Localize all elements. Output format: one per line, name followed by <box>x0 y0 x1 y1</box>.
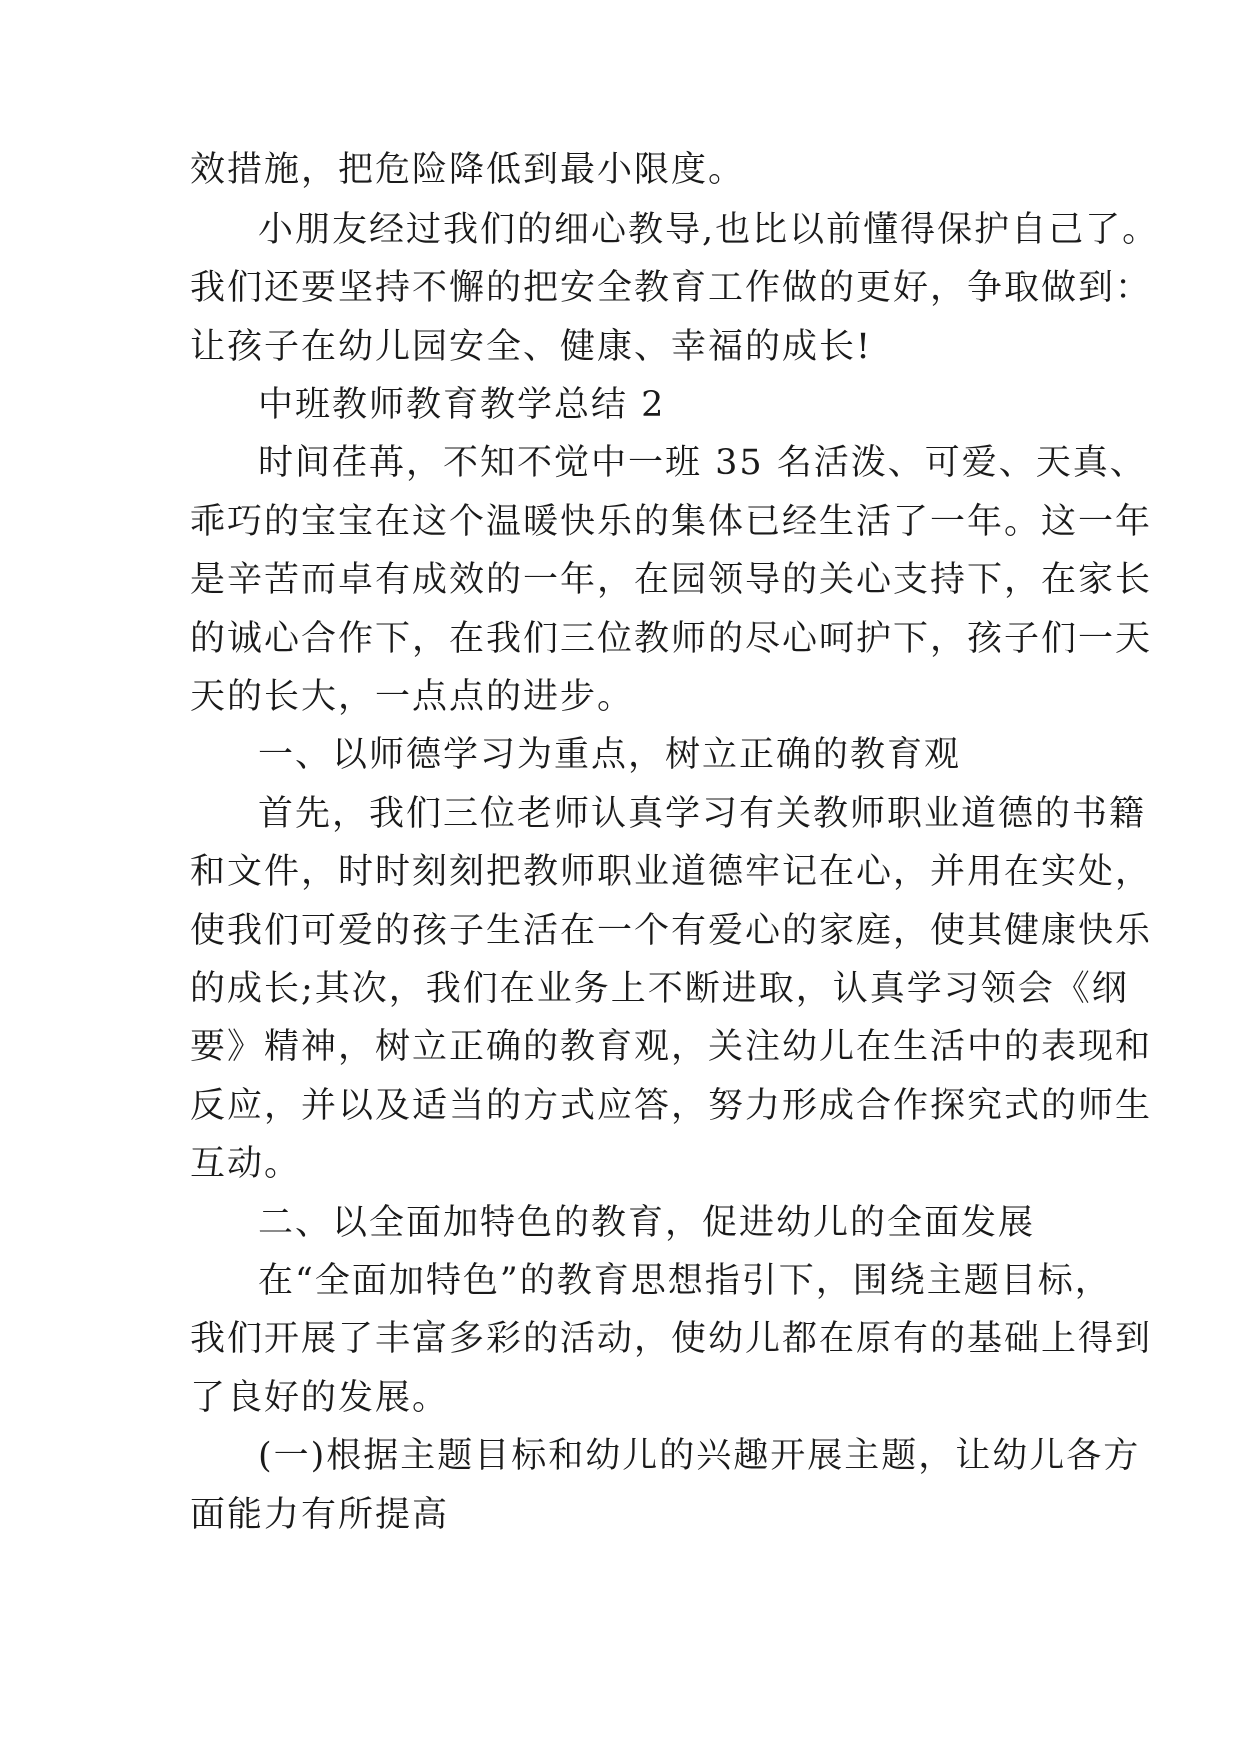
text-line: 我们开展了丰富多彩的活动，使幼儿都在原有的基础上得到 <box>190 1319 1153 1359</box>
text-line: 我们还要坚持不懈的把安全教育工作做的更好，争取做到： <box>190 268 1153 308</box>
text-line: 让孩子在幼儿园安全、健康、幸福的成长! <box>190 327 873 367</box>
section-heading: 二、以全面加特色的教育，促进幼儿的全面发展 <box>258 1203 1036 1243</box>
text-line: 时间荏苒，不知不觉中一班 35 名活泼、可爱、天真、 <box>258 443 1147 483</box>
text-line: 是辛苦而卓有成效的一年，在园领导的关心支持下，在家长 <box>190 560 1153 600</box>
text-line: 的诚心合作下，在我们三位教师的尽心呵护下，孩子们一天 <box>190 619 1153 659</box>
text-line: 首先，我们三位老师认真学习有关教师职业道德的书籍 <box>258 794 1147 834</box>
subsection-heading: (一)根据主题目标和幼儿的兴趣开展主题，让幼儿各方 <box>258 1436 1141 1476</box>
section-heading: 一、以师德学习为重点，树立正确的教育观 <box>258 735 962 775</box>
text-line: 乖巧的宝宝在这个温暖快乐的集体已经生活了一年。这一年 <box>190 502 1153 542</box>
text-line: 天的长大，一点点的进步。 <box>190 677 635 717</box>
text-line: 在“全面加特色”的教育思想指引下，围绕主题目标， <box>258 1261 1112 1301</box>
text-line: 和文件，时时刻刻把教师职业道德牢记在心，并用在实处， <box>190 852 1153 892</box>
text-line: 面能力有所提高 <box>190 1495 450 1535</box>
text-line: 反应，并以及适当的方式应答，努力形成合作探究式的师生 <box>190 1086 1153 1126</box>
text-line: 效措施，把危险降低到最小限度。 <box>190 150 746 190</box>
text-line: 的成长;其次，我们在业务上不断进取，认真学习领会《纲 <box>190 969 1129 1009</box>
text-line: 互动。 <box>190 1144 302 1184</box>
section-heading: 中班教师教育教学总结 2 <box>258 385 666 425</box>
text-line: 使我们可爱的孩子生活在一个有爱心的家庭，使其健康快乐 <box>190 911 1153 951</box>
text-line: 要》精神，树立正确的教育观，关注幼儿在生活中的表现和 <box>190 1027 1153 1067</box>
text-line: 了良好的发展。 <box>190 1378 450 1418</box>
text-line: 小朋友经过我们的细心教导,也比以前懂得保护自己了。 <box>258 210 1160 250</box>
